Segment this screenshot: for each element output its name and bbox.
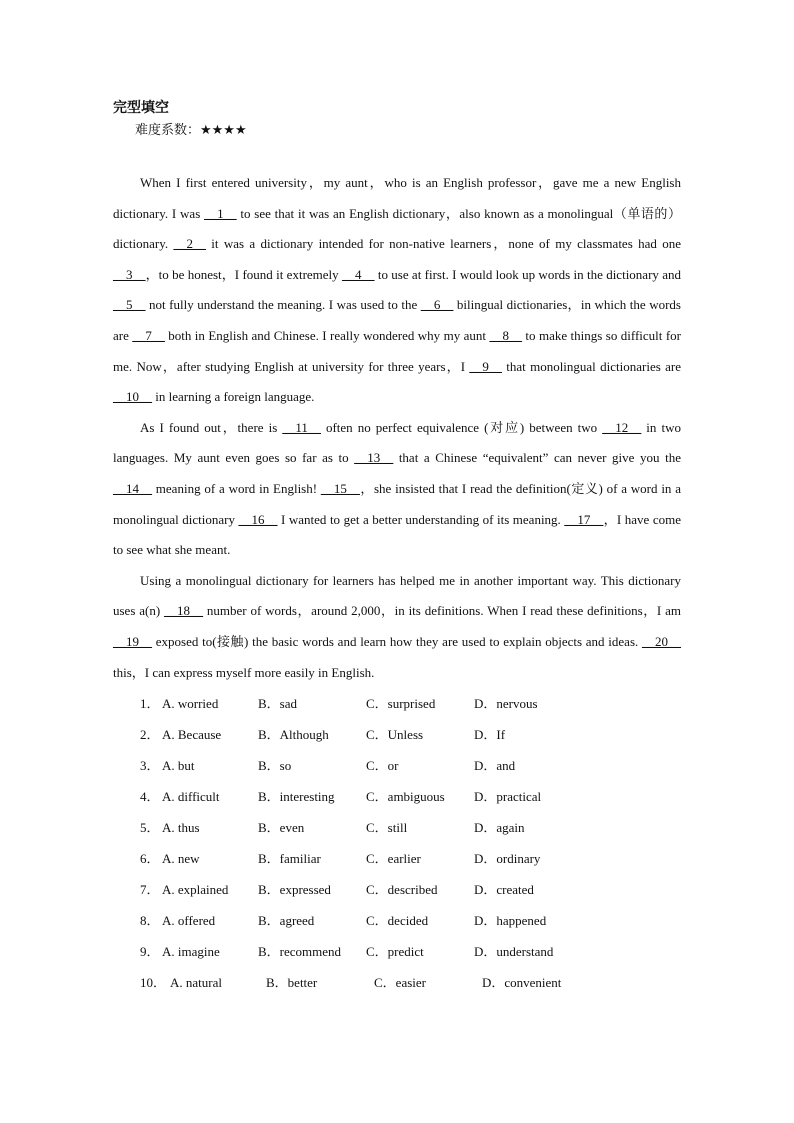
answer-blank: __11__ xyxy=(282,419,321,435)
question-row xyxy=(113,812,681,843)
answer-option: D．practical xyxy=(474,789,542,805)
answer-blank: __4__ xyxy=(342,266,375,282)
answer-option: C．ambiguous xyxy=(366,789,445,805)
question-number: 3． xyxy=(140,758,160,774)
passage-text: not fully understand the meaning. I was used to the xyxy=(145,297,421,313)
answer-option: A. explained xyxy=(162,882,229,898)
answer-option: A. offered xyxy=(162,913,216,929)
answer-option: C．or xyxy=(366,758,399,774)
answer-option: A. Because xyxy=(162,727,222,743)
answer-option: B．Although xyxy=(258,727,329,743)
difficulty-rating: 难度系数：★★★★ xyxy=(135,123,247,138)
answer-option: C．earlier xyxy=(366,851,421,867)
passage-text: I wanted to get a better understanding of its meaning. xyxy=(277,511,565,527)
question-row xyxy=(113,967,681,998)
answer-options xyxy=(113,688,681,998)
answer-option: D．again xyxy=(474,820,525,836)
cloze-passage xyxy=(113,168,681,688)
passage-text: As I found out，there is xyxy=(140,419,283,435)
answer-option: A. imagine xyxy=(162,944,220,960)
passage-text: meaning of a word in English! xyxy=(152,480,321,496)
question-number: 7． xyxy=(140,882,160,898)
answer-option: D．happened xyxy=(474,913,547,929)
answer-option: C．still xyxy=(366,820,408,836)
passage-text: bilingual dictionaries，in which the words are xyxy=(113,297,681,343)
answer-option: D．and xyxy=(474,758,516,774)
answer-blank: __9__ xyxy=(469,358,502,374)
answer-option: A. worried xyxy=(162,696,219,712)
answer-option: B．agreed xyxy=(258,913,315,929)
answer-option: B．even xyxy=(258,820,305,836)
answer-option: A. thus xyxy=(162,820,200,836)
passage-text: often no perfect equivalence (对应) between two xyxy=(320,419,603,435)
question-number: 5． xyxy=(140,820,160,836)
answer-option: C．easier xyxy=(374,975,426,991)
passage-text: ，she insisted that I read the definition(定义) of a word in a monolingual dictionary xyxy=(113,480,682,527)
answer-option: A. difficult xyxy=(162,789,220,805)
answer-option: C．surprised xyxy=(366,696,436,712)
answer-option: D．created xyxy=(474,882,534,898)
passage-paragraph xyxy=(113,168,681,413)
question-row xyxy=(113,719,681,750)
question-number: 9． xyxy=(140,944,160,960)
question-row xyxy=(113,781,681,812)
question-number: 6． xyxy=(140,851,160,867)
passage-text: in learning a foreign language. xyxy=(152,389,315,405)
passage-text: that a Chinese “equivalent” can never give you the xyxy=(393,450,681,466)
answer-blank: __10__ xyxy=(113,389,152,405)
answer-option: D．ordinary xyxy=(474,851,541,867)
answer-blank: __13__ xyxy=(354,450,394,466)
answer-blank: __7__ xyxy=(132,327,165,343)
answer-blank: __14__ xyxy=(113,480,152,496)
passage-text: exposed to(接触) the basic words and learn how they are used to explain objects and ideas. xyxy=(152,633,642,649)
answer-option: C．predict xyxy=(366,944,424,960)
answer-blank: __15__ xyxy=(320,480,360,496)
passage-text: ，to be honest，I found it extremely xyxy=(145,266,342,282)
answer-blank: __8__ xyxy=(489,327,522,343)
answer-blank: __12__ xyxy=(602,419,642,435)
answer-option: B．interesting xyxy=(258,789,335,805)
answer-blank: __16__ xyxy=(238,511,278,527)
answer-blank: __3__ xyxy=(113,266,146,282)
question-number: 4． xyxy=(140,789,160,805)
passage-text: number of words，around 2,000，in its definitions. When I read these definitions，I am xyxy=(203,603,681,619)
answer-option: B．sad xyxy=(258,696,298,712)
question-row xyxy=(113,936,681,967)
answer-option: B．better xyxy=(266,975,318,991)
question-row xyxy=(113,905,681,936)
answer-blank: __6__ xyxy=(420,297,454,313)
passage-text: to make things so difficult for me. Now，after studying English at university for three years，I xyxy=(113,327,681,374)
passage-text: When I first entered university，my aunt，who is an English professor，gave me a new English dictionary. I was xyxy=(113,175,681,221)
answer-blank: __2__ xyxy=(173,236,206,252)
answer-option: B．familiar xyxy=(258,851,321,867)
answer-blank: __1__ xyxy=(204,205,237,221)
answer-blank: __5__ xyxy=(113,297,146,313)
answer-blank: __17__ xyxy=(564,511,604,527)
question-row xyxy=(113,688,681,719)
answer-option: D．convenient xyxy=(482,975,562,991)
passage-text: to use at first. I would look up words in the dictionary and xyxy=(374,266,682,282)
question-row xyxy=(113,750,681,781)
question-row xyxy=(113,874,681,905)
answer-option: C．described xyxy=(366,882,438,898)
answer-option: A. new xyxy=(162,851,200,867)
section-title: 完型填空 xyxy=(113,100,169,116)
answer-option: D．nervous xyxy=(474,696,538,712)
passage-paragraph xyxy=(113,413,681,566)
answer-option: B．so xyxy=(258,758,292,774)
passage-text: both in English and Chinese. I really wondered why my aunt xyxy=(164,327,490,343)
passage-text: that monolingual dictionaries are xyxy=(501,358,681,374)
answer-option: B．recommend xyxy=(258,944,342,960)
document-page xyxy=(113,96,681,998)
answer-option: A. natural xyxy=(170,975,222,991)
answer-option: B．expressed xyxy=(258,882,331,898)
passage-text: Using a monolingual dictionary for learners has helped me in another important way. This dictionary uses a(n) xyxy=(113,572,681,619)
passage-text: to see that it was an English dictionary，also known as a monolingual（单语的） dictionary. xyxy=(113,205,681,252)
answer-option: D．If xyxy=(474,727,506,743)
question-number: 8． xyxy=(140,913,160,929)
question-number: 2． xyxy=(140,727,160,743)
question-number: 1． xyxy=(140,696,160,712)
answer-option: D．understand xyxy=(474,944,554,960)
answer-blank: __18__ xyxy=(164,603,204,619)
question-row xyxy=(113,843,681,874)
answer-blank: __19__ xyxy=(113,633,152,649)
passage-text: ，I have come to see what she meant. xyxy=(113,511,681,558)
passage-paragraph xyxy=(113,566,681,688)
passage-text: in two languages. My aunt even goes so far as to xyxy=(113,419,681,466)
passage-text: it was a dictionary intended for non-native learners，none of my classmates had one xyxy=(205,236,681,252)
answer-option: C．Unless xyxy=(366,727,424,743)
answer-option: C．decided xyxy=(366,913,429,929)
passage-text: this，I can express myself more easily in English. xyxy=(113,664,375,680)
answer-option: A. but xyxy=(162,758,195,774)
answer-blank: __20__ xyxy=(642,633,681,649)
question-number: 10． xyxy=(140,975,167,991)
